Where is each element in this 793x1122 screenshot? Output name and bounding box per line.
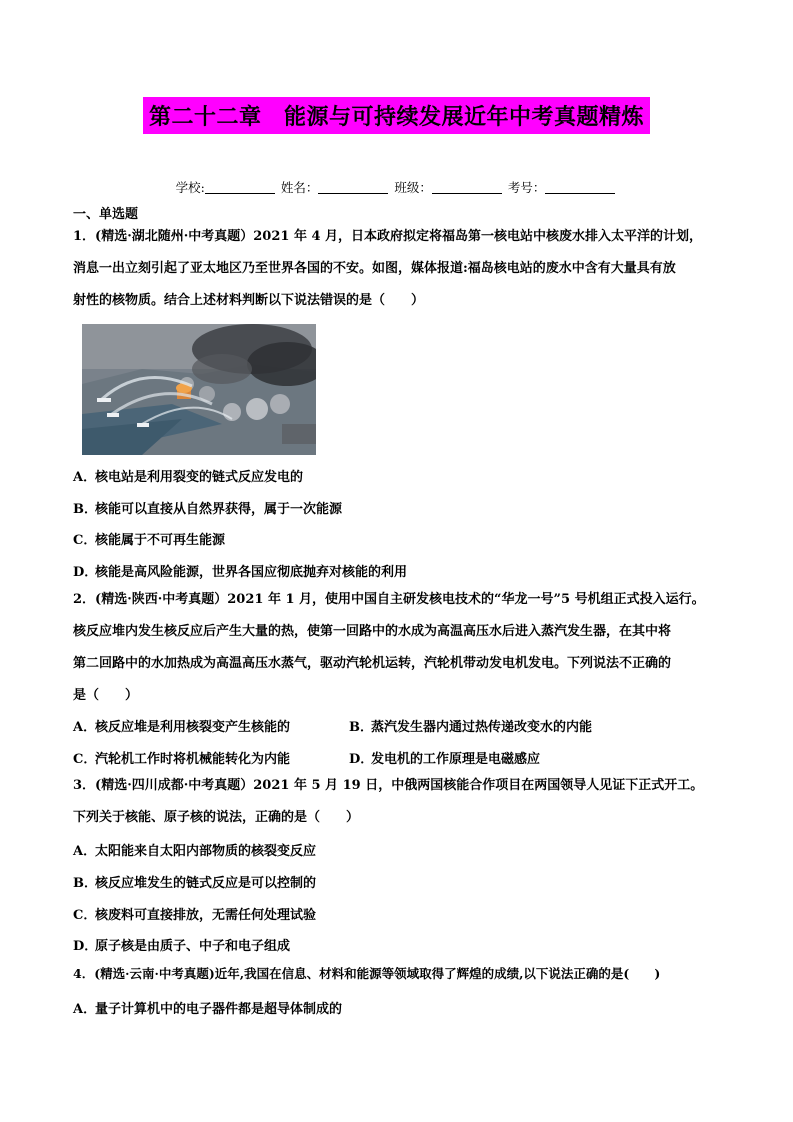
question-2-line-4: 是（ ） (73, 688, 139, 703)
section-heading: 一、单选题 (73, 207, 139, 222)
question-2-line-1: 2．(精选·陕西·中考真题）2021 年 1 月，使用中国自主研发核电技术的“华龙一号”5 号机组正式投入运行。 (73, 592, 705, 607)
option-key: C． (73, 533, 97, 548)
school-label: 学校: (175, 180, 205, 195)
question-2-line-3: 第二回路中的水加热成为高温高压水蒸气，驱动汽轮机运转，汽轮机带动发电机发电。下列说法不正确的 (73, 656, 672, 671)
option-key: A． (73, 844, 97, 859)
option-text: 核能是高风险能源，世界各国应彻底抛弃对核能的利用 (95, 565, 408, 580)
option-key: A． (73, 470, 97, 485)
number-label: 考号： (507, 180, 546, 195)
question-3 (73, 770, 733, 834)
option-key: D． (73, 565, 98, 580)
option-text: 核能属于不可再生能源 (95, 533, 226, 548)
option-text: 核能可以直接从自然界获得，属于一次能源 (95, 502, 343, 517)
option-text: 太阳能来自太阳内部物质的核裂变反应 (95, 844, 317, 859)
name-blank[interactable] (318, 181, 388, 194)
question-1-line-1: 1．(精选·湖北随州·中考真题）2021 年 4 月，日本政府拟定将福岛第一核电站中核废水排入太平洋的计划， (73, 229, 703, 244)
option-key: B． (349, 720, 373, 735)
question-4-option-a[interactable] (73, 998, 342, 1017)
question-4-line-1: 4．(精选·云南·中考真题)近年,我国在信息、材料和能源等领域取得了辉煌的成绩,以下说法正确的是( ) (73, 966, 661, 981)
student-info-row (0, 178, 793, 196)
option-key: C． (73, 908, 97, 923)
class-blank[interactable] (432, 181, 502, 194)
question-3-line-2: 下列关于核能、原子核的说法，正确的是（ ） (73, 810, 360, 825)
option-key: D． (73, 939, 98, 954)
question-2 (73, 584, 733, 712)
question-3-option-b[interactable] (73, 872, 316, 891)
question-1-option-a[interactable] (73, 466, 303, 485)
question-1-option-d[interactable] (73, 561, 407, 580)
class-label: 班级： (394, 180, 432, 195)
option-text: 核电站是利用裂变的链式反应发电的 (95, 470, 304, 485)
option-text: 发电机的工作原理是电磁感应 (371, 752, 541, 767)
option-text: 核废料可直接排放，无需任何处理试验 (95, 908, 317, 923)
question-3-option-a[interactable] (73, 840, 316, 859)
name-label: 姓名： (280, 180, 319, 195)
question-1-option-b[interactable] (73, 498, 342, 517)
question-2-line-2: 核反应堆内发生核反应后产生大量的热，使第一回路中的水成为高温高压水后进入蒸汽发生器，在其中将 (73, 624, 672, 639)
question-3-line-1: 3．(精选·四川成都·中考真题）2021 年 5 月 19 日，中俄两国核能合作项目在两国领导人见证下正式开工。 (73, 778, 704, 793)
question-3-option-c[interactable] (73, 904, 316, 923)
question-2-option-b[interactable] (349, 716, 592, 735)
school-blank[interactable] (205, 181, 275, 194)
option-key: C． (73, 752, 97, 767)
question-4 (73, 958, 733, 990)
nuclear-plant-photo (82, 324, 316, 455)
option-key: B． (73, 876, 97, 891)
question-1 (73, 221, 733, 317)
option-text: 原子核是由质子、中子和电子组成 (95, 939, 291, 954)
question-2-option-a[interactable] (73, 716, 290, 735)
number-blank[interactable] (545, 181, 615, 194)
question-1-line-3: 射性的核物质。结合上述材料判断以下说法错误的是（ ） (73, 293, 425, 308)
option-text: 汽轮机工作时将机械能转化为内能 (95, 752, 291, 767)
option-key: B． (73, 502, 97, 517)
option-key: A． (73, 1002, 97, 1017)
option-text: 核反应堆是利用核裂变产生核能的 (95, 720, 291, 735)
option-text: 量子计算机中的电子器件都是超导体制成的 (95, 1002, 343, 1017)
page-title: 第二十二章 能源与可持续发展近年中考真题精炼 (143, 97, 650, 134)
question-3-option-d[interactable] (73, 935, 290, 954)
question-2-option-d[interactable] (349, 748, 540, 767)
question-1-line-2: 消息一出立刻引起了亚太地区乃至世界各国的不安。如图，媒体报道:福岛核电站的废水中含有大量具有放 (73, 261, 676, 276)
title-area (0, 97, 793, 134)
option-text: 核反应堆发生的链式反应是可以控制的 (95, 876, 317, 891)
option-key: D． (349, 752, 374, 767)
option-text: 蒸汽发生器内通过热传递改变水的内能 (371, 720, 593, 735)
option-key: A． (73, 720, 97, 735)
question-2-option-c[interactable] (73, 748, 290, 767)
question-1-option-c[interactable] (73, 529, 225, 548)
